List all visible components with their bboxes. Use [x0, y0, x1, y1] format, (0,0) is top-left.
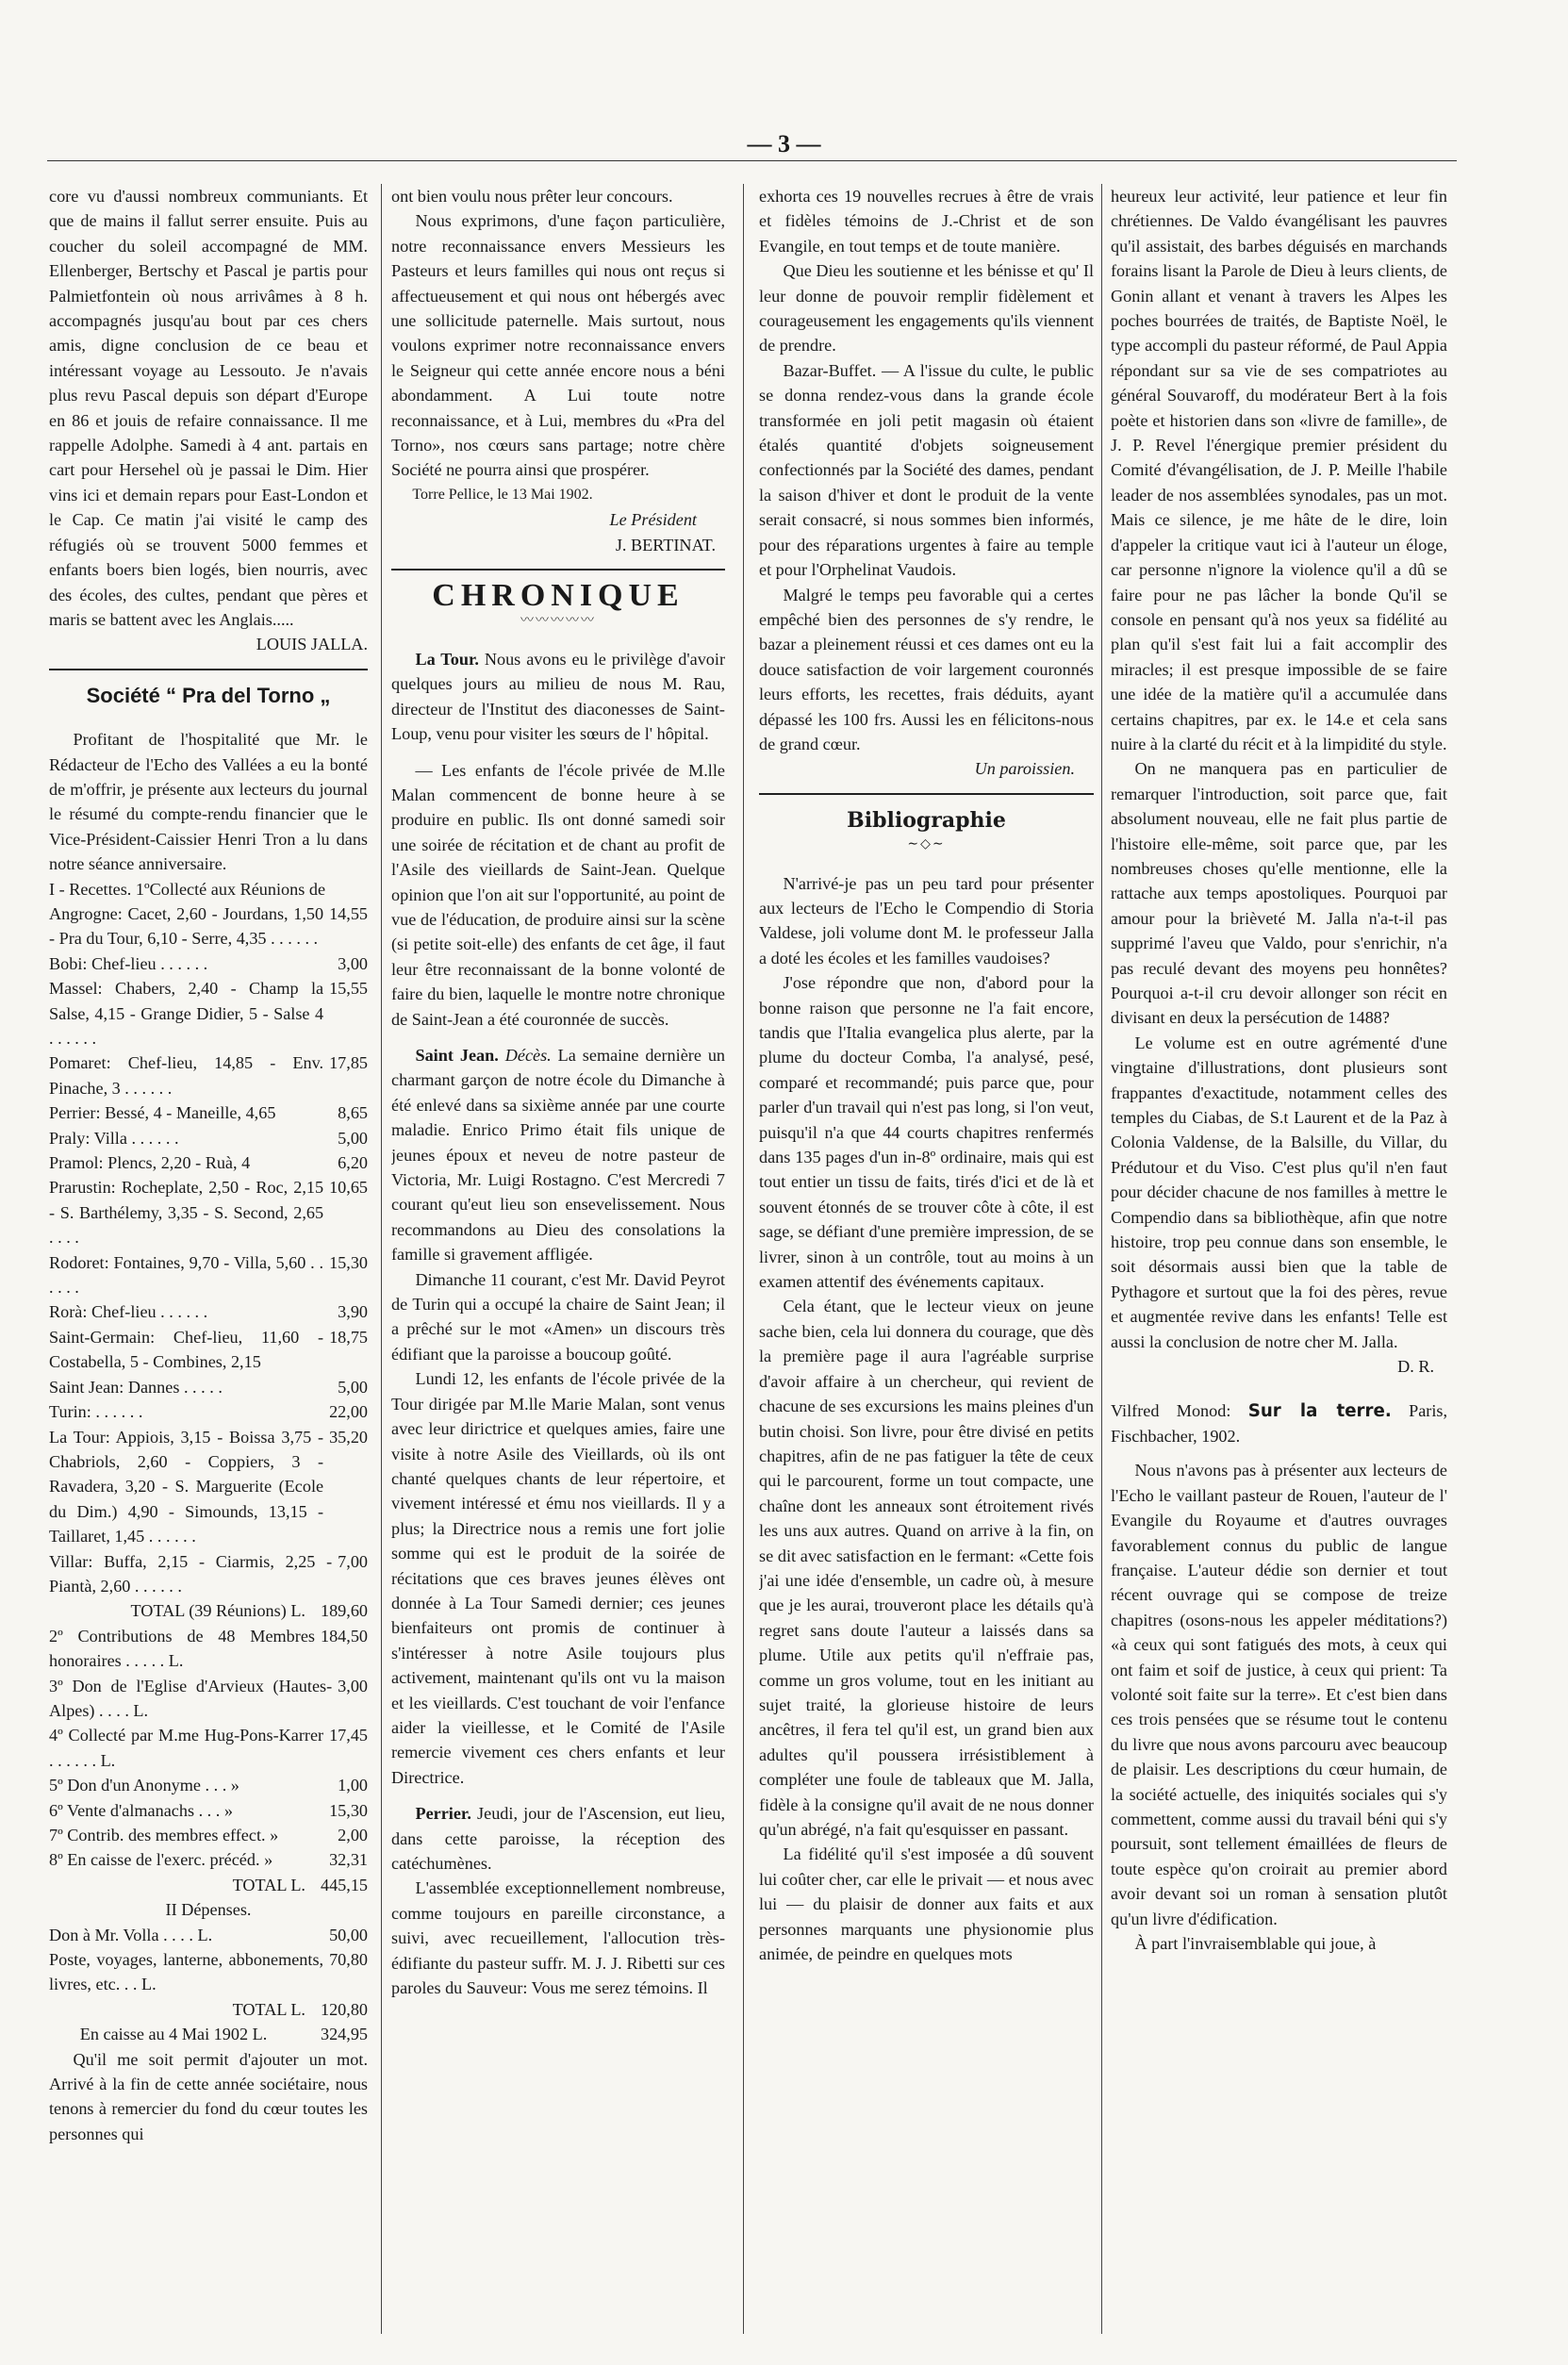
- account-row: [49, 1150, 368, 1175]
- article-text: Profitant de l'hospitalité que Mr. le Rédacteur de l'Echo des Vallées a eu la bonté de m'offrir, je présente aux lecteurs du journal le résumé du compte-rendu financier que le Vice-Président-Caissier Henri Tron a lu dans notre séance anniversaire.: [49, 730, 368, 874]
- account-row: [49, 1549, 368, 1599]
- account-amount: 7,00: [338, 1551, 368, 1571]
- account-label: 3º Don de l'Eglise d'Arvieux (Hautes-Alpes) . . . . L.: [49, 1676, 333, 1720]
- column-divider: [381, 184, 382, 2334]
- signature: Un paroissien.: [974, 759, 1075, 779]
- section-rule: [391, 569, 725, 571]
- account-row: [49, 1923, 368, 1947]
- president-label: Le Président: [609, 510, 697, 530]
- subheading: Décès.: [504, 1046, 552, 1065]
- bibliographie-body: [759, 871, 1094, 1967]
- ornament-icon: 〰〰〰〰〰: [520, 613, 596, 628]
- dateline: Torre Pellice, le 13 Mai 1902.: [412, 486, 593, 503]
- account-label: Massel: Chabers, 2,40 - Champ la Salse, 4,15 - Grange Didier, 5 - Salse 4 . . . . . .: [49, 979, 324, 1048]
- place-heading: Perrier.: [415, 1804, 471, 1824]
- account-row: [49, 1299, 368, 1324]
- account-row: [49, 1425, 368, 1549]
- depenses-list: [49, 1923, 368, 1997]
- column-divider: [1101, 184, 1102, 2334]
- article-text: Nous avons eu le privilège d'avoir quelques jours au milieu de nous M. Rau, directeur de l'Institut des diaconesses de Saint-Loup, venu pour visiter les sœurs de l' hôpital.: [391, 649, 725, 744]
- total-depenses: [49, 1997, 368, 2022]
- account-row: [49, 1399, 368, 1424]
- account-label: Bobi: Chef-lieu . . . . . .: [49, 953, 208, 973]
- account-label: Rorà: Chef-lieu . . . . . .: [49, 1302, 208, 1322]
- account-label: Angrogne: Cacet, 2,60 - Jourdans, 1,50 - Pra du Tour, 6,10 - Serre, 4,35 . . . . . .: [49, 903, 324, 949]
- total-reunions: [49, 1598, 368, 1623]
- article-text: Que Dieu les soutienne et les bénisse et qu' Il leur donne de pouvoir remplir fidèlement et courageusement les engagements qu'ils viennent de prendre.: [759, 261, 1094, 356]
- account-amount: 6,20: [338, 1153, 368, 1173]
- article-text: Lundi 12, les enfants de l'école privée de la Tour dirigée par M.lle Marie Malan, sont venus avec leur dirictrice et quelques amies, faire une visite à notre Asile des Vieillards, où ils ont chanté quelques chants de leur répertoire, et vivement intéressé et ému nos vieillards. Il y a plus; la Directrice nous a remis une fort jolie somme qui est le produit de la soirée de récitations que ces braves jeunes élèves ont donnée à La Tour Samedi dernier; ces jeunes bienfaiteurs ont promis de continuer à s'intéresser à notre Asile toujours plus activement, maintenant qu'ils ont vu la maison et les vieillards. C'est touchant de voir l'enfance aider la vieillesse, et le Comité de l'Asile remercie vivement ces chers enfants et leur Directrice.: [391, 1369, 725, 1787]
- review-body: [1111, 184, 1447, 1354]
- publisher: Paris, Fischbacher, 1902.: [1111, 1400, 1447, 1446]
- total-label: TOTAL L.: [232, 1999, 305, 2019]
- account-label: Poste, voyages, lanterne, abbonements, livres, etc. . . L.: [49, 1950, 324, 1994]
- accounts-heading: I - Recettes. 1ºCollecté aux Réunions de: [49, 879, 326, 899]
- account-row: [49, 901, 368, 951]
- account-label: 2º Contributions de 48 Membres honoraires . . . . . L.: [49, 1626, 315, 1671]
- author: Vilfred Monod:: [1111, 1400, 1231, 1420]
- article-text: Qu'il me soit permit d'ajouter un mot. Arrivé à la fin de cette année sociétaire, nous tenons à remercier du fond du cœur toutes les personnes qui: [49, 2049, 368, 2143]
- total-amount: 445,15: [320, 1875, 368, 1894]
- account-row: [49, 1773, 368, 1797]
- account-amount: 8,65: [338, 1103, 368, 1123]
- section-title: Société “ Pra del Torno „: [86, 683, 331, 707]
- article-text: L'assemblée exceptionnellement nombreuse, comme toujours en pareille circonstance, a suivi, avec recueillement, l'allocution très-édifiante du pasteur suffr. M. J. J. Ribetti sur ces paroles du Sauveur: Vous me serez témoins. Il: [391, 1878, 725, 1998]
- place-heading: La Tour.: [415, 649, 479, 669]
- account-amount: 184,50: [320, 1626, 368, 1646]
- en-caisse-label: En caisse au 4 Mai 1902 L.: [79, 2025, 268, 2044]
- article-text: À part l'invraisemblable qui joue, à: [1134, 1934, 1377, 1954]
- account-label: Perrier: Bessé, 4 - Maneille, 4,65: [49, 1103, 276, 1123]
- book-title: Sur la terre.: [1247, 1400, 1392, 1421]
- account-row: [49, 1250, 368, 1300]
- account-label: Pramol: Plencs, 2,20 - Ruà, 4: [49, 1153, 251, 1173]
- account-label: Saint Jean: Dannes . . . . .: [49, 1377, 223, 1397]
- article-text: heureux leur activité, leur patience et leur fin chrétiennes. De Valdo évangélisant les pauvres qu'il assistait, des barbes déguisés en marchands forains lisant la Parole de Dieu à leurs clients, de Gonin allant et venant à travers les Alpes les poches bourrées de traités, de Baptiste Noël, le type accompli du pasteur réformé, de Paul Appia répondant sur sa vie de ses compatriotes au général Souvaroff, du modérateur Bert à la fois poète et historien dans son «livre de famille», de J. P. Revel l'énergique premier président du Comité d'évangélisation, de J. P. Meille l'habile leader de nos assemblées synodales, pas un mot. Mais ce silence, je me hâte de le dire, loin d'appeler la critique vaut ici à l'auteur un éloge, car personne n'ignore la violence qu'il a dû se faire pour ne pas lâcher la bonde Qu'il se console en pensant qu'à nos yeux sa fidélité au plan qu'il s'est fait lui a fait accomplir des miracles; il est presque impossible de se faire une idée de la matière qu'il a accumulée dans certains chapitres, par ex. le 14.e et cela sans nuire à la clarté du récit et à la limpidité du style.: [1111, 187, 1447, 753]
- account-row: [49, 1847, 368, 1872]
- account-amount: 1,00: [338, 1776, 368, 1795]
- article-text: J'ose répondre que non, d'abord pour la bonne raison que personne ne l'a fait encore, tandis que l'Italia evangelica plus alerte, par la plume du docteur Comba, l'a analysé, pesé, comparé et recommandé; puis parce que, pour parler d'un travail qui n'est pas long, si l'on veut, puisqu'il n'a que 44 courts chapitres renfermés dans 135 pages d'un in-8º ordinaire, mais qui est tout entier un tissu de faits, tirés d'ici et de là et souvent étonnés de se trouver côte à côte, il est sage, se défiant d'une première impression, de se livrer, sinon à un contrôle, tout au moins à un examen attentif des événements capitaux.: [759, 973, 1094, 1292]
- account-amount: 3,90: [338, 1302, 368, 1322]
- column-divider: [743, 184, 744, 2334]
- chronique-title: CHRONIQUE: [432, 578, 685, 614]
- account-amount: 10,65: [329, 1178, 368, 1198]
- account-amount: 22,00: [329, 1402, 368, 1422]
- account-label: 6º Vente d'almanachs . . . »: [49, 1800, 233, 1820]
- section-rule: [759, 793, 1094, 795]
- account-amount: 17,85: [329, 1053, 368, 1073]
- account-amount: 70,80: [329, 1950, 368, 1970]
- article-text: N'arrivé-je pas un peu tard pour présenter aux lecteurs de l'Echo le Compendio di Storia Valdese, joli volume dont M. le professeur Jalla a doté les écoles et les familles vaudoises?: [759, 873, 1094, 968]
- account-label: 4º Collecté par M.me Hug-Pons-Karrer . . . . . . L.: [49, 1726, 324, 1770]
- book-heading: [1111, 1398, 1447, 1449]
- account-amount: 32,31: [329, 1850, 368, 1870]
- article-text: Nous exprimons, d'une façon particulière, notre reconnaissance envers Messieurs les Pasteurs et leurs familles qui nous ont reçus si affectueusement et qui nous ont hébergés avec une sollicitude paternelle. Mais surtout, nous voulons exprimer notre reconnaissance envers le Seigneur qui cette année encore nous a béni abondamment. A Lui toute notre reconnaissance, et à Lui, membres du «Pra del Torno», nos cœurs sans partage; notre chère Société ne pourra ainsi que prospérer.: [391, 211, 725, 480]
- article-text: Jeudi, jour de l'Ascension, eut lieu, dans cette paroisse, la réception des catéchumènes.: [391, 1804, 725, 1873]
- account-label: La Tour: Appiois, 3,15 - Boissa 3,75 - Chabriols, 2,60 - Coppiers, 3 - Ravadera, 3,20 - S. Marguerite (Ecole du Dim.) 4,90 - Simounds, 13,15 - Taillaret, 1,45 . . . . . .: [49, 1427, 324, 1546]
- column-4: [1111, 184, 1447, 2334]
- article-text: Dimanche 11 courant, c'est Mr. David Peyrot de Turin qui a occupé la chaire de Saint Jean; il a prêché sur le mot «Amen» un discours très édifiant que la paroisse a boucoup goûté.: [391, 1269, 725, 1364]
- account-amount: 3,00: [338, 953, 368, 973]
- account-row: [49, 976, 368, 1050]
- article-text: Cela étant, que le lecteur vieux on jeune sache bien, cela lui donnera du courage, que dès la première page il aura l'agréable surprise d'avoir affaire à un chercheur, qui revient de chacune de ses excursions les mains pleines d'un butin choisi. Son livre, pour être divisé en petits chapitres, afin de ne pas fatiguer la tête de ceux qui le parcourent, forme un tout compacte, une chaîne dont les anneaux sont étroitement rivés les uns aux autres. Quand on arrive à la fin, on se dit avec satisfaction en le fermant: «Cette fois j'ai une idée d'ensemble, un cadre où, à mesure que je les aurai, trouveront place les détails qu'à regret sans doute l'auteur a laissés dans sa plume. Utile aux petits qu'il n'effraie pas, comme un gros volume, tout en les initiant au sujet traité, la glorieuse histoire de leurs ancêtres, il fera tel qu'il est, un grand bien aux adultes qu'il poussera irrésistiblement à compléter une foule de tableaux que M. Jalla, fidèle à la consigne qu'il avait de ne nous donner qu'un abrégé, n'a fait qu'esquisser en passant.: [759, 1297, 1094, 1839]
- account-row: [49, 1723, 368, 1773]
- total-amount: 189,60: [320, 1601, 368, 1621]
- account-row: [49, 1674, 368, 1724]
- account-row: [49, 1126, 368, 1150]
- header-rule: [47, 160, 1457, 161]
- account-row: [49, 1823, 368, 1847]
- account-amount: 14,55: [329, 903, 368, 923]
- total-recettes: [49, 1873, 368, 1897]
- article-text: Bazar-Buffet. — A l'issue du culte, le public se donna rendez-vous dans la grande école transformée en joli petit magasin où étaient étalés quantité d'objets soigneusement confectionnés par la Société des dames, pendant la saison d'hiver et dont le produit de la vente serait consacré, si nous sommes bien informés, pour des réparations urgentes à faire au temple et pour l'Orphelinat Vaudois.: [759, 360, 1094, 580]
- en-caisse: [49, 2022, 368, 2046]
- account-amount: 5,00: [338, 1128, 368, 1148]
- account-label: Prarustin: Rocheplate, 2,50 - Roc, 2,15 - S. Barthélemy, 3,35 - S. Second, 2,65 . . . .: [49, 1178, 324, 1248]
- account-amount: 35,20: [329, 1427, 368, 1447]
- account-row: [49, 1947, 368, 1997]
- account-row: [49, 1175, 368, 1249]
- bibliographie-title: Bibliographie: [847, 807, 1006, 833]
- account-label: Pomaret: Chef-lieu, 14,85 - Env. Pinache, 3 . . . . . .: [49, 1053, 324, 1098]
- article-text: — Les enfants de l'école privée de M.lle Malan commencent de bonne heure à se produire en public. Ils ont donné samedi soir une soirée de récitation et de chant au profit de l'Asile des vieillards de Saint-Jean. Quelque opinion que l'on ait sur l'opportunité, au point de vue de l'éducation, de produire ainsi sur la scène (si petite soit-elle) des enfants de cet âge, il faut leur être reconnaissant de la bonne volonté de faire du bien, laquelle le montre notre chronique de Saint-Jean a été couronnée de succès.: [391, 760, 725, 1029]
- account-label: Saint-Germain: Chef-lieu, 11,60 - Costabella, 5 - Combines, 2,15: [49, 1327, 324, 1372]
- account-label: 7º Contrib. des membres effect. »: [49, 1826, 279, 1844]
- article-text: core vu d'aussi nombreux communiants. Et que de mains il fallut serrer ensuite. Puis au coucher du soleil accompagné de MM. Ellenberger, Bertschy et Pascal je partis pour Palmietfontein où nous arrivâmes à 8 h. accompagnés jusqu'au bout par ces chers amis, digne conclusion de ce beau et intéressant voyage au Lessouto. Je n'avais plus revu Pascal depuis son départ d'Europe en 86 et jouis de refaire connaissance. Il me rappelle Adolphe. Samedi à 4 ant. partais en cart pour Hersehel où je passai le Dim. Hier vins ici et demain repars pour East-London et le Cap. Ce matin j'ai visité le camp des réfugiés où se trouvent 5000 femmes et enfants boers bien logés, bien nourris, avec des écoles, des cultes, pendant que pères et maris se battent avec les Anglais.....: [49, 187, 368, 629]
- account-label: Rodoret: Fontaines, 9,70 - Villa, 5,60 . . . . . .: [49, 1252, 324, 1298]
- account-label: 8º En caisse de l'exerc. précéd. »: [49, 1850, 273, 1870]
- total-amount: 120,80: [320, 1999, 368, 2019]
- account-amount: 15,55: [329, 979, 368, 999]
- place-heading: Saint Jean.: [415, 1046, 499, 1065]
- account-amount: 2,00: [338, 1826, 368, 1844]
- other-recettes-list: [49, 1624, 368, 1873]
- column-1: [49, 184, 368, 2334]
- total-label: TOTAL (39 Réunions) L.: [130, 1601, 305, 1621]
- account-label: Praly: Villa . . . . . .: [49, 1128, 179, 1148]
- account-amount: 17,45: [329, 1726, 368, 1745]
- account-amount: 15,30: [329, 1800, 368, 1820]
- section-rule: [49, 669, 368, 670]
- column-2: [391, 184, 725, 2334]
- account-amount: 18,75: [329, 1327, 368, 1347]
- article-text: Le volume est en outre agrémenté d'une vingtaine d'illustrations, dont plusieurs sont frappantes d'exactitude, notamment celles des temples du Ciabas, de S.t Laurent et de la Paz à Colonia Valdense, de la Balsille, du Villar, du Prédutour et du Viso. C'est plus qu'il n'en faut pour décider chacune de nos familles à mettre le Compendio dans sa bibliothèque, afin que notre histoire, trop peu connue dans son ensemble, le soit désormais aussi bien que la table de Pythagore et surtout que la foi des pères, revue et augmentée revive dans les enfants! Telle est aussi la conclusion de notre cher M. Jalla.: [1111, 1033, 1447, 1351]
- article-text: La semaine dernière un charmant garçon de notre école du Dimanche à été enlevé dans sa sixième année par une courte maladie. Enrico Primo était fils unique de jeunes époux et neveu de notre pasteur de Victoria, Mr. Luigi Rostagno. C'est Mercredi 7 courant qu'eut lieu son ensevelissement. Nous recommandons au Dieu des consolations la famille si gravement affligée.: [391, 1046, 725, 1265]
- article-text: exhorta ces 19 nouvelles recrues à être de vrais et fidèles témoins de J.-Christ et de son Evangile, en tout temps et de toute manière.: [759, 187, 1094, 256]
- account-amount: 3,00: [338, 1676, 368, 1695]
- recettes-list: [49, 901, 368, 1598]
- article-text: On ne manquera pas en particulier de remarquer l'introduction, soit parce que, fait absolument nouveau, elle ne fait plus partie de l'histoire elle-même, soit parce que, par les nombreuses choses qu'elle mentionne, elle la rattache aux temps apostoliques. Pourquoi par amour pour la brièveté M. Jalla n'a-t-il pas supprimé l'aveu que Valdo, pour s'enrichir, n'a pas reculé devant des moyens peu honnêtes? Pourquoi a-t-il cru devoir allonger son récit en divisant en deux la persécution de 1488?: [1111, 759, 1447, 1028]
- account-amount: 5,00: [338, 1377, 368, 1397]
- account-label: Villar: Buffa, 2,15 - Ciarmis, 2,25 - Piantà, 2,60 . . . . . .: [49, 1551, 333, 1596]
- account-row: [49, 951, 368, 976]
- accounts-heading: II Dépenses.: [165, 1900, 252, 1920]
- signature: D. R.: [1397, 1357, 1434, 1377]
- article-text: ont bien voulu nous prêter leur concours.: [391, 187, 673, 206]
- total-label: TOTAL L.: [232, 1875, 305, 1894]
- account-row: [49, 1798, 368, 1823]
- article-text: La fidélité qu'il s'est imposée a dû souvent lui coûter cher, car elle le privait — et nous avec lui — du plaisir de donner aux faits et aux personnes marquants une physionomie plus animée, de peindre en quelques mots: [759, 1844, 1094, 1964]
- en-caisse-amount: 324,95: [320, 2025, 368, 2044]
- account-row: [49, 1100, 368, 1125]
- ornament-icon: ∼◇∼: [907, 837, 946, 852]
- page-number: — 3 —: [747, 130, 821, 157]
- account-amount: 50,00: [329, 1925, 368, 1944]
- account-row: [49, 1050, 368, 1100]
- account-label: Don à Mr. Volla . . . . L.: [49, 1925, 213, 1944]
- account-amount: 15,30: [329, 1252, 368, 1272]
- account-label: 5º Don d'un Anonyme . . . »: [49, 1776, 239, 1795]
- signature: J. BERTINAT.: [615, 535, 716, 554]
- account-row: [49, 1624, 368, 1674]
- account-row: [49, 1325, 368, 1375]
- article-text: Malgré le temps peu favorable qui a certes empêché bien des personnes de s'y rendre, le bazar a pleinement réussi et ces dames ont eu la douce satisfaction de voir largement couronnés leurs efforts, les recettes, frais déduits, ayant dépassé les 100 frs. Aussi les en félicitons-nous de grand cœur.: [759, 585, 1094, 753]
- signature: LOUIS JALLA.: [256, 635, 368, 654]
- account-row: [49, 1375, 368, 1399]
- account-label: Turin: . . . . . .: [49, 1402, 143, 1422]
- review-body: [1111, 1458, 1447, 1956]
- article-text: Nous n'avons pas à présenter aux lecteurs de l'Echo le vaillant pasteur de Rouen, l'auteur de l' Evangile du Royaume et d'autres ouvrages favorablement connus du public de langue française. L'auteur dédie son dernier et tout récent ouvrage qui se compose de treize chapitres (osons-nous les appeler méditations?) «à ceux qui sont fatigués des mots, à ceux qui ont faim et soif de justice, à ceux qui prient: Ta volonté soit faite sur la terre». Et c'est bien dans ces trois pensées que se résume tout le contenu du livre que nous avons parcouru avec beaucoup de plaisir. Les descriptions du cœur humain, de la société actuelle, des iniquités sociales qui s'y commettent, comme aussi du travail béni qui s'y poursuit, sont tellement émaillées de fleurs de toute espèce qu'on croirait au premier abord avoir devant soi un roman à sensation plutôt qu'un livre d'édification.: [1111, 1461, 1447, 1928]
- column-3: [759, 184, 1094, 2334]
